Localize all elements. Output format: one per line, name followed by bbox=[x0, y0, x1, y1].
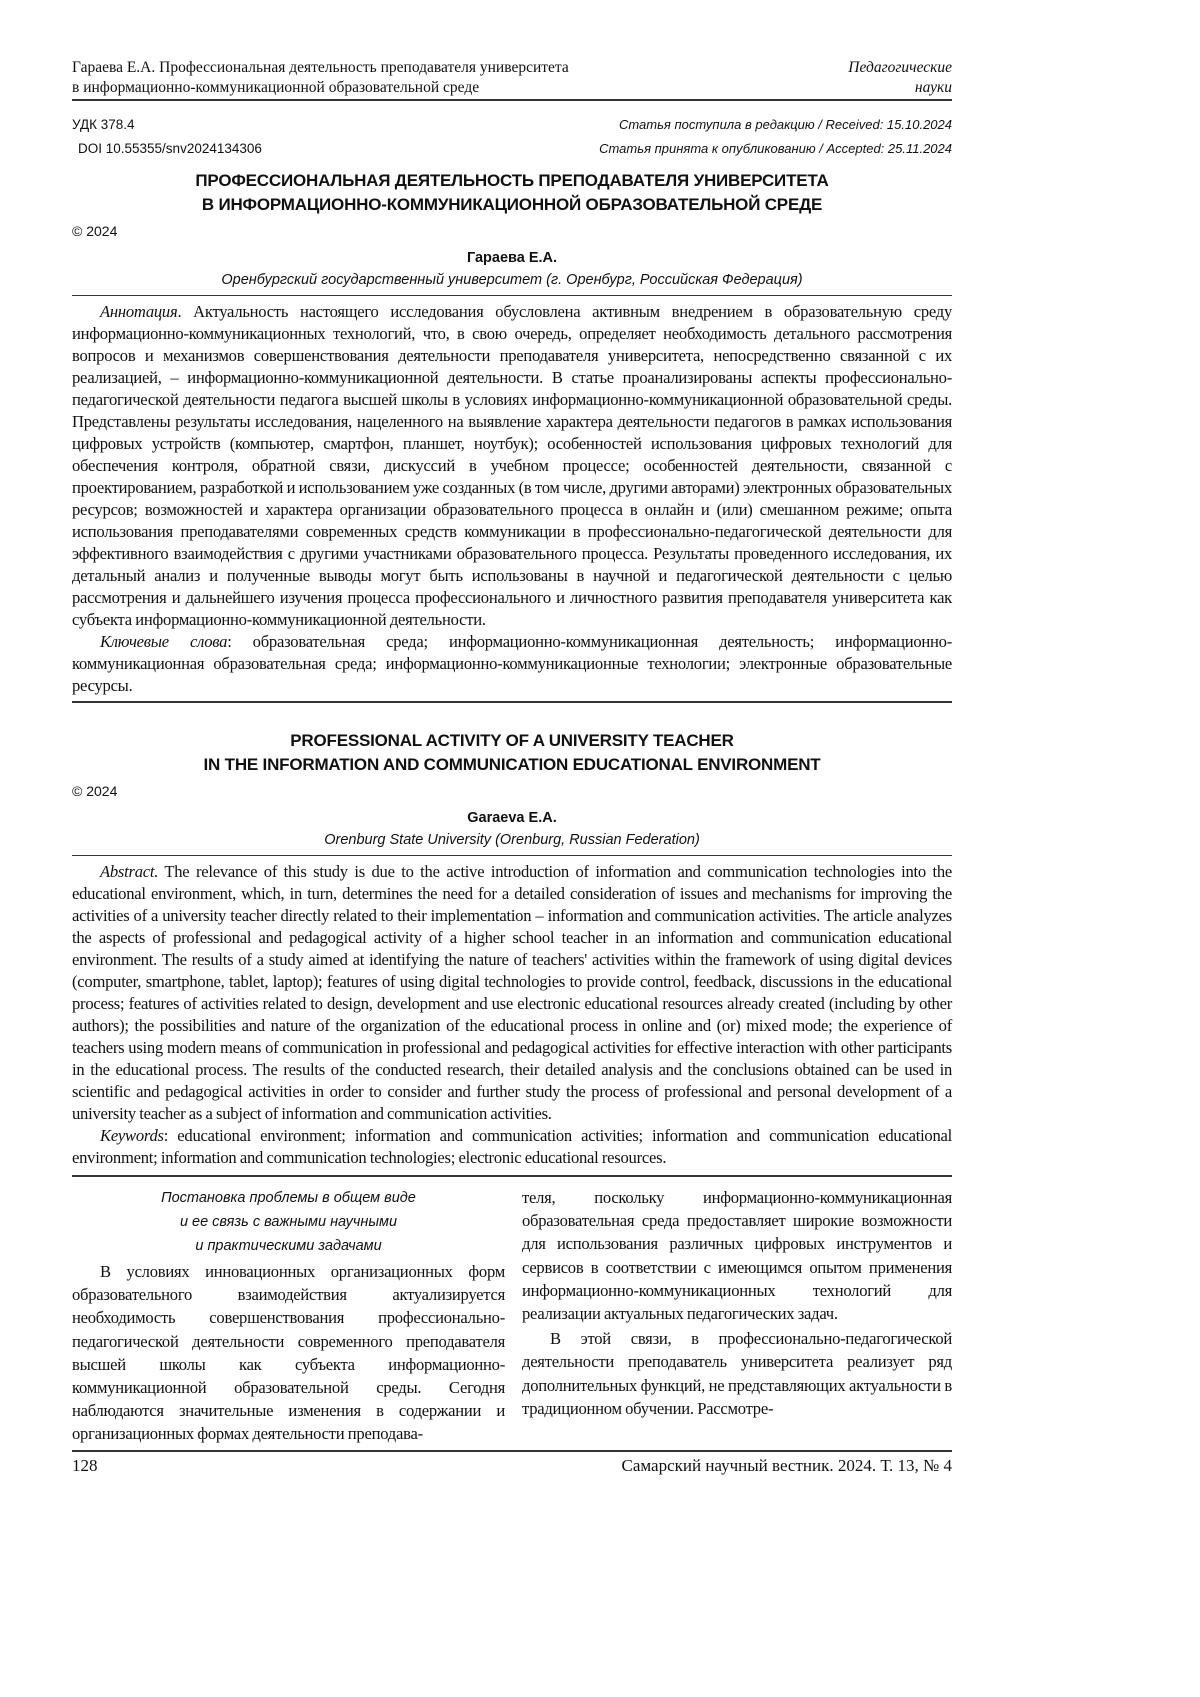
title-en bbox=[72, 729, 952, 777]
author-ru: Гараева Е.А. bbox=[72, 247, 952, 269]
doi: DOI 10.55355/snv2024134306 bbox=[72, 137, 262, 161]
body-paragraph: теля, поскольку информационно-коммуникационная образовательная среда предоставляет широкие возможности для использования различных цифровых инструментов и сервисов в соответствии с имеющимся опытом применения информационно-коммуникационных технологий для реализации актуальных педагогических задач. bbox=[522, 1186, 952, 1325]
abstract-en bbox=[72, 861, 952, 1169]
body-paragraph: В условиях инновационных организационных форм образовательного взаимодействия актуализируется необходимость совершенствования профессионально-педагогической деятельности современного преподавателя высшей школы как субъекта информационно-коммуникационной образовательной среды. Сегодня наблюдаются значительные изменения в содержании и организационных формах деятельности преподава- bbox=[72, 1260, 505, 1446]
udc: УДК 378.4 bbox=[72, 113, 135, 137]
abstract-ru-label: Аннотация bbox=[100, 302, 177, 321]
page-number: 128 bbox=[72, 1454, 98, 1478]
section-heading-line1: Постановка проблемы в общем виде bbox=[72, 1186, 505, 1210]
title-en-line2: IN THE INFORMATION AND COMMUNICATION EDUCATIONAL ENVIRONMENT bbox=[72, 753, 952, 777]
page bbox=[72, 0, 952, 1648]
abstract-en-label: Abstract. bbox=[100, 862, 158, 881]
section-heading bbox=[72, 1186, 505, 1258]
section-heading-line2: и ее связь с важными научными bbox=[72, 1210, 505, 1234]
header-divider bbox=[72, 99, 952, 101]
running-header bbox=[72, 58, 952, 98]
keywords-ru-text: : образовательная среда; информационно-коммуникационная деятельность; информационно-коммуникационная образовательная среда; информационно-коммуникационные технологии; электронные образовательные ресурсы. bbox=[72, 632, 952, 695]
author-en: Garaeva E.A. bbox=[72, 807, 952, 829]
abstract-ru-top-divider bbox=[72, 295, 952, 296]
body-left-column bbox=[72, 1186, 505, 1446]
affiliation-ru: Оренбургский государственный университет (г. Оренбург, Российская Федерация) bbox=[72, 269, 952, 291]
journal-citation: Самарский научный вестник. 2024. Т. 13, № 4 bbox=[622, 1454, 953, 1478]
article-meta bbox=[72, 113, 952, 161]
running-header-section-line2: науки bbox=[848, 78, 952, 98]
running-header-title-line1: Гараева Е.А. Профессиональная деятельность преподавателя университета bbox=[72, 58, 569, 78]
keywords-en-text: : educational environment; information and communication activities; information and communication educational environment; information and communication technologies; electronic educational resources. bbox=[72, 1126, 952, 1167]
body-columns bbox=[72, 1186, 952, 1446]
abstract-ru-text: . Актуальность настоящего исследования обусловлена активным внедрением в образовательную среду информационно-коммуникационных технологий, что, в свою очередь, определяет необходимость детального рассмотрения вопросов и механизмов совершенствования деятельности преподавателя университета, непосредственно связанной с их реализацией, – информационно-коммуникационной деятельности. В статье проанализированы аспекты профессионально-педагогической деятельности педагога высшей школы в условиях информационно-коммуникационной образовательной среды. Представлены результаты исследования, нацеленного на выявление характера деятельности педагогов в рамках использования цифровых устройств (компьютер, смартфон, планшет, ноутбук); особенностей использования цифровых технологий для обеспечения контроля, обратной связи, дискуссий в учебном процессе; особенностей деятельности, связанной с проектированием, разработкой и использованием уже созданных (в том числе, другими авторами) электронных образовательных ресурсов; возможностей и характера организации образовательного процесса в онлайн и (или) смешанном режиме; опыта использования преподавателями современных средств коммуникации в профессионально-педагогической деятельности для эффективного взаимодействия с другими участниками образовательного процесса. Результаты проведенного исследования, их детальный анализ и полученные выводы могут быть использованы в научной и педагогической деятельности с целью рассмотрения и дальнейшего изучения процесса профессионального и личностного развития преподавателя университета как субъекта информационно-коммуникационной деятельности. bbox=[72, 302, 952, 629]
title-ru bbox=[72, 169, 952, 217]
abstract-en-bottom-divider bbox=[72, 1175, 952, 1177]
section-heading-line3: и практическими задачами bbox=[72, 1234, 505, 1258]
accepted-date: Статья принята к опубликованию / Accepted: 25.11.2024 bbox=[599, 137, 952, 161]
keywords-en-label: Keywords bbox=[100, 1126, 164, 1145]
running-header-title-line2: в информационно-коммуникационной образовательной среде bbox=[72, 78, 569, 98]
body-right-column bbox=[522, 1186, 952, 1420]
affiliation-en: Orenburg State University (Orenburg, Russian Federation) bbox=[72, 829, 952, 851]
received-date: Статья поступила в редакцию / Received: 15.10.2024 bbox=[619, 113, 952, 137]
body-paragraph: В этой связи, в профессионально-педагогической деятельности преподаватель университета реализует ряд дополнительных функций, не представляющих актуальности в традиционном обучении. Рассмотре- bbox=[522, 1327, 952, 1420]
abstract-en-top-divider bbox=[72, 855, 952, 856]
copyright-ru: © 2024 bbox=[72, 221, 952, 241]
copyright-en: © 2024 bbox=[72, 781, 952, 801]
title-ru-line1: ПРОФЕССИОНАЛЬНАЯ ДЕЯТЕЛЬНОСТЬ ПРЕПОДАВАТЕЛЯ УНИВЕРСИТЕТА bbox=[72, 169, 952, 193]
running-header-section-line1: Педагогические bbox=[848, 58, 952, 78]
keywords-ru-label: Ключевые слова bbox=[100, 632, 227, 651]
title-ru-line2: В ИНФОРМАЦИОННО-КОММУНИКАЦИОННОЙ ОБРАЗОВАТЕЛЬНОЙ СРЕДЕ bbox=[72, 193, 952, 217]
abstract-en-text: The relevance of this study is due to the active introduction of information and communication technologies into the educational environment, which, in turn, determines the need for a detailed consideration of issues and mechanisms for improving the activities of a university teacher directly related to their implementation – information and communication activities. The article analyzes the aspects of professional and pedagogical activity of a higher school teacher in an information and communication educational environment. The results of a study aimed at identifying the nature of teachers' activities within the framework of using digital devices (computer, smartphone, tablet, laptop); features of using digital technologies to provide control, feedback, discussions in the educational process; features of activities related to design, development and use electronic educational resources already created (including by other authors); the possibilities and nature of the organization of the educational process in online and (or) mixed mode; the experience of teachers using modern means of communication in professional and pedagogical activities for effective interaction with other participants in the educational process. The results of the conducted research, their detailed analysis and the conclusions obtained can be used in scientific and pedagogical activities in order to consider and further study the process of professional and personal development of a university teacher as a subject of information and communication activities. bbox=[72, 862, 952, 1123]
abstract-ru bbox=[72, 301, 952, 697]
title-en-line1: PROFESSIONAL ACTIVITY OF A UNIVERSITY TEACHER bbox=[72, 729, 952, 753]
page-footer bbox=[72, 1452, 952, 1478]
abstract-ru-bottom-divider bbox=[72, 701, 952, 703]
